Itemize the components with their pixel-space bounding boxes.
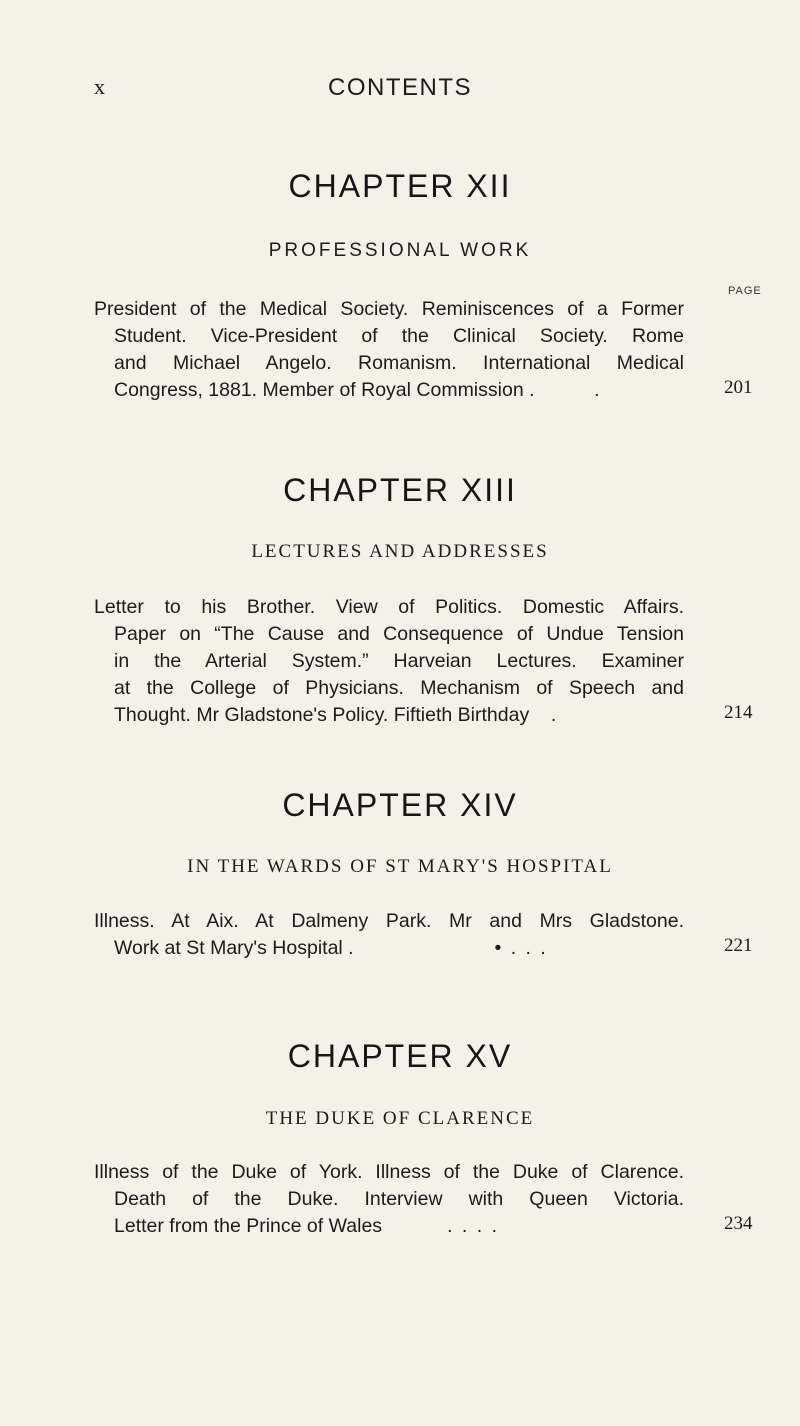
chapter-subtitle-xv: THE DUKE OF CLARENCE: [265, 1108, 535, 1129]
page-number-xiv: 221: [724, 935, 753, 956]
summary-line: [114, 377, 684, 404]
running-head-title: CONTENTS: [328, 74, 472, 101]
summary-line: at the College of Physicians. Mechanism of Speech and: [114, 677, 684, 699]
dot-leader: .: [550, 704, 559, 726]
chapter-summary-xv: [94, 1159, 684, 1240]
summary-line: Illness of the Duke of York. Illness of the Duke of Clarence.: [94, 1161, 684, 1183]
summary-line: Letter to his Brother. View of Politics. Domestic Affairs.: [94, 596, 684, 618]
summary-line: and Michael Angelo. Romanism. International Medical: [114, 352, 684, 374]
chapter-subtitle-xii: PROFESSIONAL WORK: [268, 240, 532, 261]
chapter-summary-xiii: [94, 594, 684, 729]
page-number-xii: 201: [724, 377, 753, 398]
chapter-subtitle-xiii: LECTURES AND ADDRESSES: [251, 541, 549, 562]
chapter-subtitle-xiv: IN THE WARDS OF ST MARY'S HOSPITAL: [187, 856, 613, 877]
summary-line: Illness. At Aix. At Dalmeny Park. Mr and Mrs Gladstone.: [94, 910, 684, 932]
page-folio: x: [94, 74, 106, 99]
dot-leader: • . . .: [494, 937, 548, 959]
summary-line: in the Arterial System.” Harveian Lectures. Examiner: [114, 650, 684, 672]
summary-line: Paper on “The Cause and Consequence of Undue Tension: [114, 623, 684, 645]
summary-line: Student. Vice-President of the Clinical Society. Rome: [114, 325, 684, 347]
chapter-summary-xiv: [94, 908, 684, 962]
summary-line-text: Letter from the Prince of Wales: [114, 1215, 383, 1237]
chapter-heading-xiii: CHAPTER XIII: [283, 472, 517, 508]
summary-line-text: Thought. Mr Gladstone's Policy. Fiftieth Birthday: [114, 704, 530, 726]
summary-line-text: Congress, 1881. Member of Royal Commission .: [114, 379, 535, 401]
summary-line: [114, 702, 684, 729]
page-number-xv: 234: [724, 1213, 753, 1234]
summary-line: President of the Medical Society. Reminiscences of a Former: [94, 298, 684, 320]
running-head: [0, 74, 800, 110]
chapter-heading-xii: CHAPTER XII: [288, 168, 512, 204]
dot-leader: .: [594, 379, 602, 401]
summary-line: [114, 935, 684, 962]
page-column-label: PAGE: [728, 285, 762, 297]
summary-line: [114, 1213, 684, 1240]
page-number-xiii: 214: [724, 702, 753, 723]
chapter-heading-xv: CHAPTER XV: [287, 1038, 513, 1074]
dot-leader: . . . .: [447, 1215, 500, 1237]
summary-line-text: Work at St Mary's Hospital .: [114, 937, 354, 959]
chapter-heading-xiv: CHAPTER XIV: [282, 787, 518, 823]
chapter-summary-xii: [94, 296, 684, 404]
summary-line: Death of the Duke. Interview with Queen Victoria.: [114, 1188, 684, 1210]
